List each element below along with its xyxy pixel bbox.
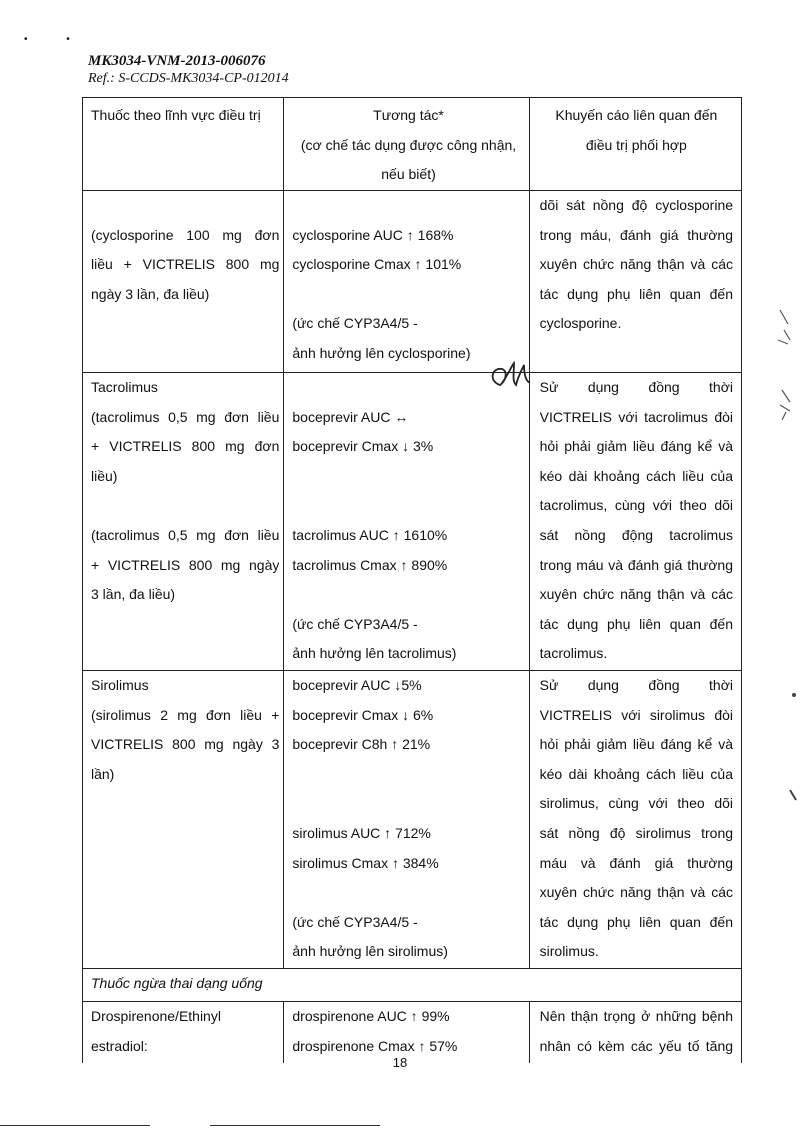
page-number: 18 [392, 1055, 408, 1070]
cell-text-line [292, 760, 524, 790]
cell-text-line: kéo dài khoảng cách liều của [539, 467, 734, 484]
cell-text-line: tacrolimus AUC ↑ 1610% [292, 526, 448, 543]
cell-text-line: + VICTRELIS 800 mg ngày [91, 556, 280, 573]
cell-text-line: boceprevir C8h ↑ 21% [292, 736, 431, 753]
interaction-table [82, 97, 742, 1063]
cell-interaction [284, 191, 529, 372]
cell-text-line: điều trị phối hợp [585, 136, 687, 153]
cell-interaction [284, 671, 529, 968]
cell-text-line: sirolimus AUC ↑ 712% [292, 824, 431, 841]
table-row-cyclosporine [82, 190, 742, 372]
cell-text-line: máu và đánh giá thường [539, 854, 734, 871]
bottom-edge-line [0, 1125, 150, 1126]
cell-text-line: boceprevir Cmax ↓ 6% [292, 706, 434, 723]
cell-text-line: drospirenone AUC ↑ 99% [292, 1008, 450, 1024]
cell-text-line [292, 789, 524, 819]
scan-artifact-marks [770, 300, 800, 820]
doc-ref: Ref.: S-CCDS-MK3034-CP-012014 [88, 71, 289, 86]
cell-text-line: xuyên chức năng thận và các [539, 884, 734, 901]
cell-text-line: (tacrolimus 0,5 mg đơn liều [91, 408, 280, 425]
cell-text-line [91, 491, 279, 521]
cell-text-line: hỏi phải giảm liều đáng kể và [539, 438, 734, 455]
cell-text-line: liều + VICTRELIS 800 mg [91, 256, 280, 273]
cell-text-line [292, 280, 524, 310]
cell-text-line: tacrolimus Cmax ↑ 890% [292, 556, 448, 573]
cell-drug [83, 373, 284, 670]
cell-text-line: tác dụng phụ liên quan đến [539, 285, 734, 302]
cell-text-line: tác dụng phụ liên quan đến [539, 913, 734, 930]
table-row-tacrolimus [82, 372, 742, 670]
cell-text-line: nếu biết) [381, 166, 436, 183]
table-row-drospirenone [82, 1001, 742, 1063]
header-col-drug [83, 98, 284, 190]
cell-text-line: sát nồng độ sirolimus trong [539, 824, 734, 841]
cell-text-line: sirolimus, cùng với theo dõi [539, 795, 734, 812]
cell-text-line: + VICTRELIS 800 mg đơn [91, 438, 280, 455]
cell-text-line: sát nồng động tacrolimus [539, 526, 734, 543]
header-col-interaction [284, 98, 529, 190]
cell-drug [83, 1002, 284, 1063]
cell-text-line: Sử dụng đồng thời [539, 379, 734, 395]
cell-text-line: drospirenone Cmax ↑ 57% [292, 1037, 458, 1054]
cell-text-line: Thuốc theo lĩnh vực điều trị [91, 107, 261, 123]
cell-recommendation [530, 671, 741, 968]
cell-text-line: (ức chế CYP3A4/5 - [292, 913, 418, 930]
cell-text-line: cyclosporine Cmax ↑ 101% [292, 256, 462, 273]
cell-text-line: (sirolimus 2 mg đơn liều + [91, 706, 280, 723]
cell-text-line: cyclosporine. [539, 315, 622, 332]
cell-text-line: liều) [91, 467, 118, 484]
cell-text-line: (tacrolimus 0,5 mg đơn liều [91, 526, 280, 543]
cell-recommendation [530, 373, 741, 670]
cell-text-line: sirolimus Cmax ↑ 384% [292, 854, 439, 871]
cell-text-line: nhân có kèm các yếu tố tăng [539, 1037, 734, 1054]
cell-text-line: ngày 3 lần, đa liều) [91, 285, 210, 302]
header-col-recommendation [530, 98, 741, 190]
cell-text-line: lần) [91, 765, 115, 782]
cell-text-line [292, 491, 524, 521]
cell-text-line: Khuyến cáo liên quan đến [555, 107, 718, 123]
table-header-row [82, 97, 742, 190]
cell-text-line: Drospirenone/Ethinyl [91, 1008, 221, 1024]
cell-text-line: boceprevir AUC ↓5% [292, 677, 422, 693]
cell-text-line: Tương tác* [373, 107, 444, 123]
cell-text-line: VICTRELIS với sirolimus đòi [539, 706, 734, 723]
scan-dots: • • [24, 34, 88, 45]
cell-text-line: trong máu và đánh giá thường [539, 556, 734, 573]
cell-text-line: VICTRELIS 800 mg ngày 3 [91, 736, 280, 753]
table-section-row [82, 968, 742, 1001]
cell-text-line: estradiol: [91, 1037, 148, 1054]
cell-text-line: xuyên chức năng thận và các [539, 256, 734, 273]
cell-text-line: sirolimus. [539, 943, 599, 960]
cell-text-line: tacrolimus, cùng với theo dõi [539, 497, 734, 514]
cell-interaction [284, 1002, 529, 1063]
cell-text-line: boceprevir Cmax ↓ 3% [292, 438, 434, 455]
doc-code: MK3034-VNM-2013-006076 [88, 53, 266, 69]
cell-text-line [292, 462, 524, 492]
cell-text-line: (ức chế CYP3A4/5 - [292, 615, 418, 632]
cell-text-line [292, 580, 524, 610]
cell-text-line: tác dụng phụ liên quan đến [539, 615, 734, 632]
cell-text-line: (cyclosporine 100 mg đơn [91, 226, 280, 243]
cell-text-line: cyclosporine AUC ↑ 168% [292, 226, 454, 243]
cell-text-line: kéo dài khoảng cách liều của [539, 765, 734, 782]
cell-text-line: ảnh hưởng lên tacrolimus) [292, 645, 457, 662]
cell-text-line: hỏi phải giảm liều đáng kể và [539, 736, 734, 753]
cell-text-line: ảnh hưởng lên sirolimus) [292, 943, 448, 960]
cell-drug [83, 191, 284, 372]
cell-text-line: 3 lần, đa liều) [91, 586, 176, 603]
bottom-edge-line [210, 1125, 380, 1126]
cell-text-line [292, 191, 524, 221]
cell-text-line: tacrolimus. [539, 645, 608, 662]
cell-text-line: Thuốc ngừa thai dạng uống [91, 975, 263, 991]
cell-text-line [292, 878, 524, 908]
cell-text-line [91, 191, 279, 221]
cell-text-line: xuyên chức năng thận và các [539, 586, 734, 603]
section-title [83, 969, 741, 1001]
cell-text-line: (cơ chế tác dụng được công nhận, [300, 136, 517, 153]
cell-text-line: (ức chế CYP3A4/5 - [292, 315, 418, 332]
cell-recommendation [530, 191, 741, 372]
cell-text-line: dõi sát nồng độ cyclosporine [539, 197, 734, 213]
cell-text-line: Sử dụng đồng thời [539, 677, 734, 693]
cell-text-line: Nên thận trọng ở những bệnh [539, 1008, 734, 1024]
cell-recommendation [530, 1002, 741, 1063]
document-header [88, 52, 289, 87]
cell-text-line: ảnh hưởng lên cyclosporine) [292, 344, 471, 361]
signature-mark [478, 355, 548, 395]
cell-text-line: trong máu, đánh giá thường [539, 226, 734, 243]
cell-text-line: Sirolimus [91, 677, 149, 693]
cell-drug [83, 671, 284, 968]
cell-text-line: Tacrolimus [91, 379, 158, 395]
table-row-sirolimus [82, 670, 742, 968]
cell-interaction [284, 373, 529, 670]
cell-text-line: VICTRELIS với tacrolimus đòi [539, 408, 734, 425]
cell-text-line: boceprevir AUC ↔ [292, 408, 409, 425]
